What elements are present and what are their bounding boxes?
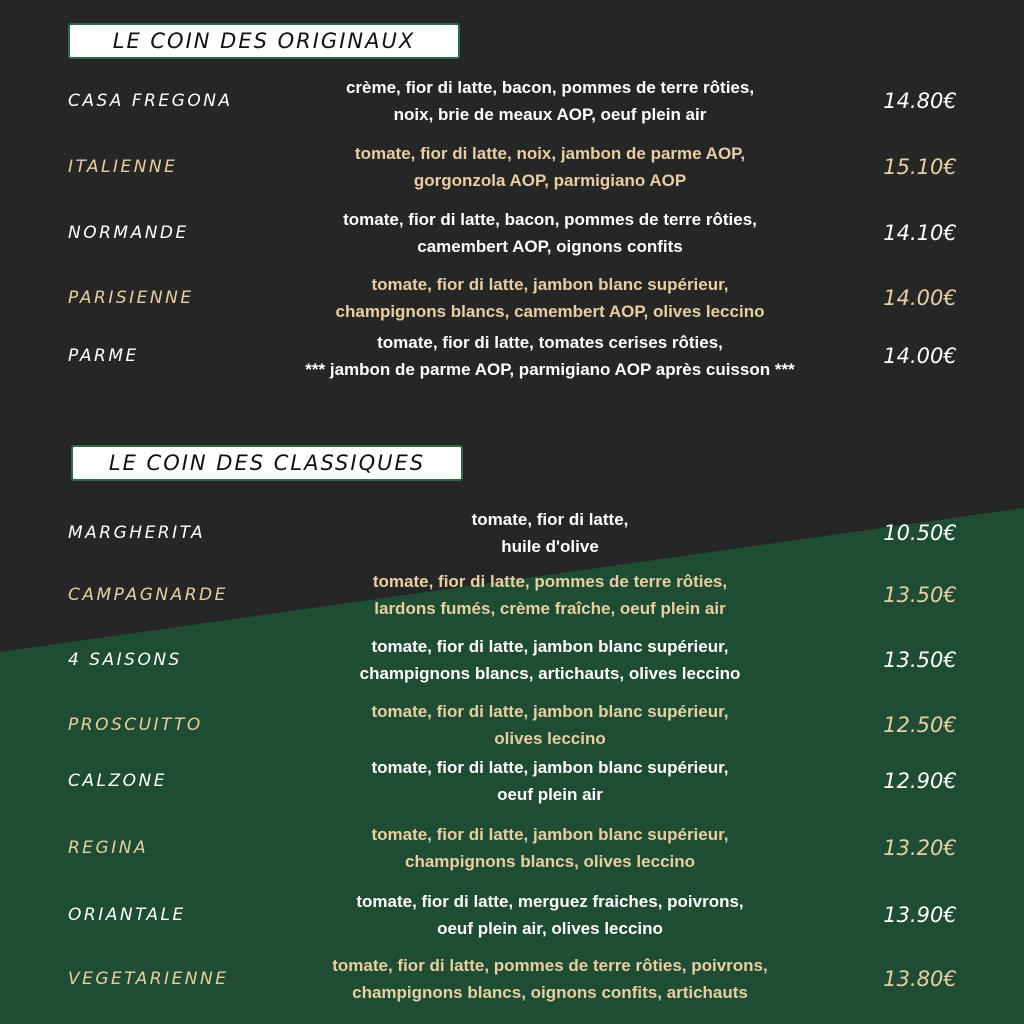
item-price: 13.80€ [883, 967, 957, 991]
description-line: tomate, fior di latte, pommes de terre rôties, [372, 572, 728, 591]
item-description [250, 139, 850, 195]
menu-item [0, 205, 1024, 261]
item-price: 12.90€ [883, 769, 957, 793]
item-price: 12.50€ [883, 713, 957, 737]
item-price: 13.90€ [883, 903, 957, 927]
description-line: champignons blancs, artichauts, olives leccino [359, 664, 741, 683]
item-description [250, 951, 850, 1007]
description-line: huile d'olive [501, 537, 599, 556]
menu-item [0, 270, 1024, 326]
menu-item [0, 887, 1024, 943]
description-line: tomate, fior di latte, [471, 510, 629, 529]
description-line: tomate, fior di latte, merguez fraiches, poivrons, [356, 892, 744, 911]
menu-item [0, 632, 1024, 688]
description-line: noix, brie de meaux AOP, oeuf plein air [393, 105, 707, 124]
item-description [250, 205, 850, 261]
description-line: tomate, fior di latte, noix, jambon de parme AOP, [354, 144, 746, 163]
item-price: 14.00€ [883, 344, 957, 368]
item-name: PROSCUITTO [68, 715, 203, 735]
item-price: 14.00€ [883, 286, 957, 310]
menu-item [0, 139, 1024, 195]
description-line: olives leccino [494, 729, 606, 748]
menu-item [0, 328, 1024, 384]
item-price: 14.80€ [883, 89, 957, 113]
item-description [250, 328, 850, 384]
item-name: REGINA [68, 838, 149, 858]
description-line: lardons fumés, crème fraîche, oeuf plein air [374, 599, 726, 618]
description-line: tomate, fior di latte, jambon blanc supérieur, [371, 275, 729, 294]
description-line: tomate, fior di latte, jambon blanc supérieur, [371, 825, 729, 844]
item-price: 14.10€ [883, 221, 957, 245]
description-line: tomate, fior di latte, pommes de terre rôties, poivrons, [332, 956, 768, 975]
description-line: tomate, fior di latte, bacon, pommes de terre rôties, [343, 210, 757, 229]
item-description [250, 753, 850, 809]
item-name: PARISIENNE [68, 288, 194, 308]
item-description [250, 270, 850, 326]
description-line: champignons blancs, oignons confits, artichauts [352, 983, 748, 1002]
item-name: CALZONE [68, 771, 167, 791]
menu-item [0, 567, 1024, 623]
item-description [250, 697, 850, 753]
description-line: oeuf plein air [497, 785, 603, 804]
description-line: crème, fior di latte, bacon, pommes de terre rôties, [345, 78, 755, 97]
item-price: 10.50€ [883, 521, 957, 545]
item-description [250, 567, 850, 623]
item-name: VEGETARIENNE [68, 969, 229, 989]
item-description [250, 73, 850, 129]
item-description [250, 887, 850, 943]
item-description [250, 632, 850, 688]
item-name: CAMPAGNARDE [68, 585, 228, 605]
menu-item [0, 73, 1024, 129]
item-name: CASA FREGONA [68, 91, 233, 111]
description-line: tomate, fior di latte, jambon blanc supérieur, [371, 758, 729, 777]
description-line: tomate, fior di latte, tomates cerises rôties, [377, 333, 723, 352]
menu-item [0, 951, 1024, 1007]
item-name: ITALIENNE [68, 157, 178, 177]
description-line: champignons blancs, camembert AOP, olives leccino [335, 302, 765, 321]
item-description [250, 505, 850, 561]
item-name: 4 SAISONS [68, 650, 182, 670]
description-line: oeuf plein air, olives leccino [437, 919, 663, 938]
item-price: 13.20€ [883, 836, 957, 860]
description-line: gorgonzola AOP, parmigiano AOP [413, 171, 687, 190]
menu-item [0, 753, 1024, 809]
item-price: 13.50€ [883, 648, 957, 672]
menu-item [0, 820, 1024, 876]
description-line: *** jambon de parme AOP, parmigiano AOP après cuisson *** [305, 360, 795, 379]
section-title-classiques: LE COIN DES CLASSIQUES [71, 445, 463, 481]
item-name: NORMANDE [68, 223, 189, 243]
item-name: ORIANTALE [68, 905, 186, 925]
item-name: PARME [68, 346, 139, 366]
item-description [250, 820, 850, 876]
description-line: champignons blancs, olives leccino [404, 852, 696, 871]
item-price: 15.10€ [883, 155, 957, 179]
section-title-originaux: LE COIN DES ORIGINAUX [68, 23, 460, 59]
menu-item [0, 697, 1024, 753]
description-line: camembert AOP, oignons confits [417, 237, 683, 256]
description-line: tomate, fior di latte, jambon blanc supérieur, [371, 637, 729, 656]
item-name: MARGHERITA [68, 523, 206, 543]
description-line: tomate, fior di latte, jambon blanc supérieur, [371, 702, 729, 721]
menu-item [0, 505, 1024, 561]
item-price: 13.50€ [883, 583, 957, 607]
